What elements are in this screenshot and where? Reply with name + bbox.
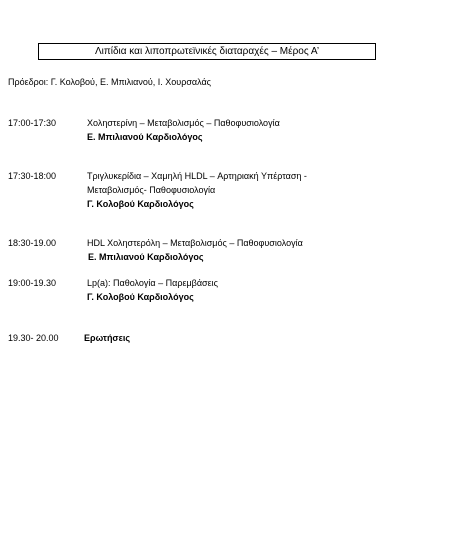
session-topic: Τριγλυκερίδια – Χαμηλή HLDL – Αρτηριακή Υπέρταση - — [87, 171, 307, 181]
session-content — [87, 236, 447, 264]
session-speaker: Ε. Μπιλιανού Καρδιολόγος — [88, 252, 204, 262]
session-speaker: Γ. Κολοβού Καρδιολόγος — [87, 292, 194, 302]
title-text: Λιπίδια και λιποπρωτεϊνικές διαταραχές – Μέρος Α’ — [94, 46, 320, 57]
session-time: 18:30-19.00 — [8, 238, 57, 248]
session-speaker: Γ. Κολοβού Καρδιολόγος — [87, 199, 194, 209]
session-topic: Lp(a): Παθολογία – Παρεμβάσεις — [87, 278, 218, 288]
questions-label: Ερωτήσεις — [84, 333, 131, 343]
session-time: 17:30-18:00 — [8, 171, 57, 181]
session-speaker: Ε. Μπιλιανού Καρδιολόγος — [87, 132, 203, 142]
session-time: 17:00-17:30 — [8, 118, 57, 128]
session-topic: Χοληστερίνη – Μεταβολισμός – Παθοφυσιολογία — [87, 118, 280, 128]
session-content — [87, 276, 447, 304]
session-topic-continued: Μεταβολισμός- Παθοφυσιολογία — [87, 185, 216, 195]
chairs-line: Πρόεδροι: Γ. Κολοβού, Ε. Μπιλιανού, Ι. Χουρσαλάς — [8, 77, 211, 87]
session-topic: HDL Χοληστερόλη – Μεταβολισμός – Παθοφυσιολογία — [87, 238, 303, 248]
session-content — [87, 169, 447, 211]
session-content — [87, 116, 447, 144]
questions-time: 19.30- 20.00 — [8, 333, 59, 343]
document-title — [38, 43, 376, 60]
session-time: 19:00-19.30 — [8, 278, 57, 288]
